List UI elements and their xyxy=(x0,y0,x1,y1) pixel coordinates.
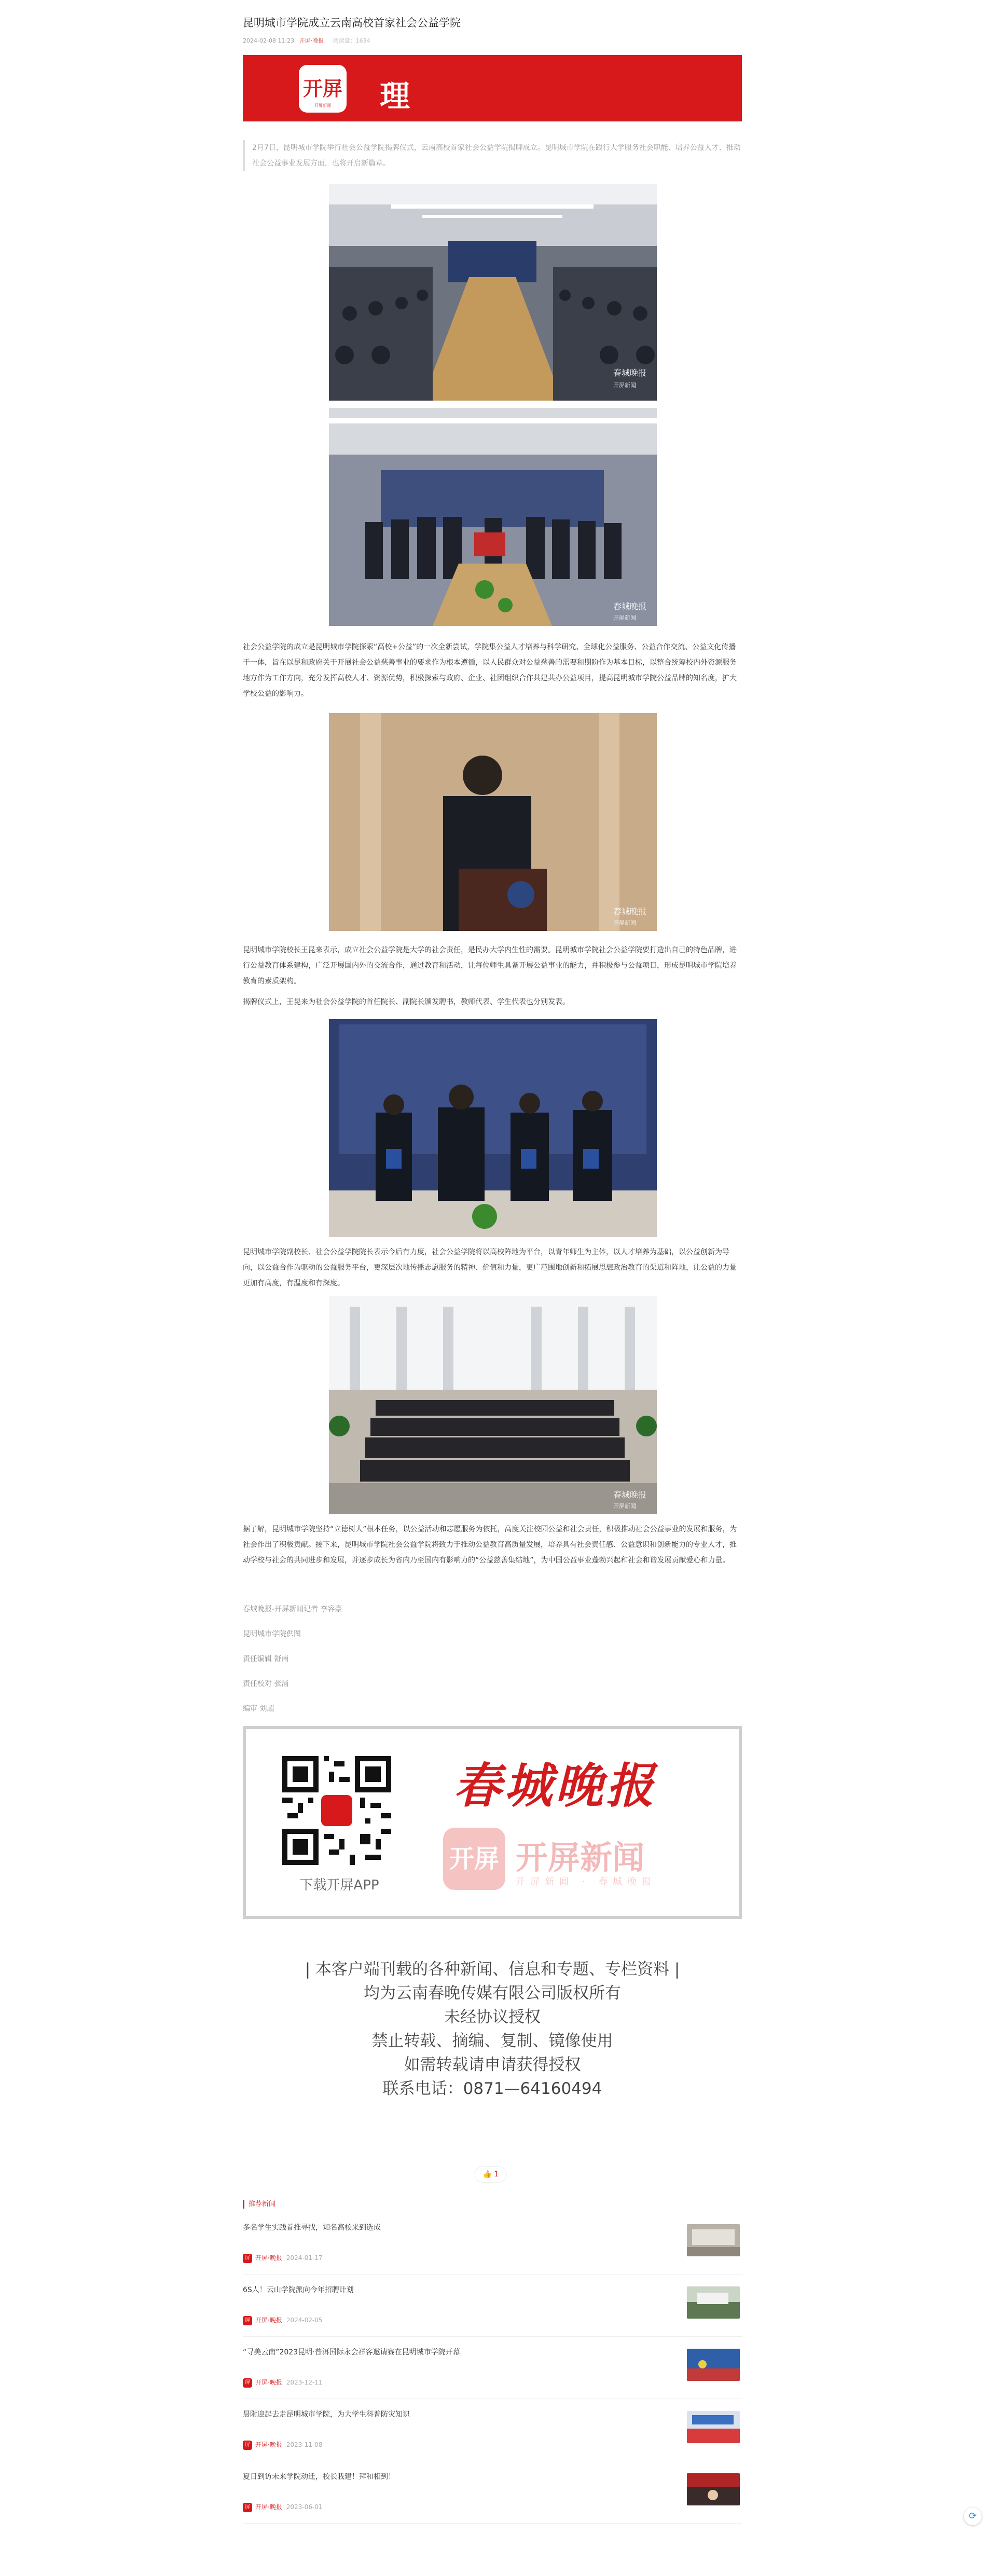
credit-photo: 昆明城市学院供图 xyxy=(243,1630,301,1638)
credit-editor: 责任编辑 舒南 xyxy=(243,1655,289,1663)
read-count: 阅读量：1634 xyxy=(333,37,370,44)
credit-review: 编审 刘超 xyxy=(243,1705,274,1713)
qr-code-icon[interactable] xyxy=(282,1756,391,1865)
photo-speaker-podium xyxy=(329,713,657,931)
summary-box xyxy=(243,140,744,171)
kaiping-small-icon: 屏 xyxy=(243,2441,252,2450)
header-banner xyxy=(243,55,742,121)
chuncheng-wanbao-logo: 春城晚报 xyxy=(453,1758,657,1814)
recommend-item-title[interactable]: 晨附迎起去走昆明城市学院，为大学生科普防灾知识 xyxy=(243,2410,410,2419)
recommend-item-source: 屏 开屏·晚报 2024-02-05 xyxy=(243,2315,323,2325)
svg-text:春城晚报: 春城晚报 xyxy=(613,907,647,916)
article-title: 昆明城市学院成立云南高校首家社会公益学院 xyxy=(243,17,461,29)
recommend-item[interactable] xyxy=(243,2337,742,2399)
svg-text:春城晚报: 春城晚报 xyxy=(613,1490,647,1500)
recommend-item-source: 屏 开屏·晚报 2023-12-11 xyxy=(243,2378,323,2388)
like-count: 1 xyxy=(494,2170,499,2178)
recommend-item[interactable] xyxy=(243,2462,742,2524)
kaiping-small-icon: 屏 xyxy=(243,2378,252,2388)
recommend-thumbnail[interactable] xyxy=(687,2286,740,2319)
banner-char: 理 xyxy=(380,78,410,114)
recommend-thumbnail[interactable] xyxy=(687,2411,740,2443)
summary-text: 2月7日，昆明城市学院举行社会公益学院揭牌仪式，云南高校首家社会公益学院揭牌成立。昆明城市学院在践行大学服务社会职能、培养公益人才、推动社会公益事业发展方面，也将开启新篇章。 xyxy=(252,144,741,168)
thumbs-up-icon: 👍 xyxy=(482,2170,492,2178)
kaiping-app-logo: 开屏 xyxy=(443,1828,505,1890)
svg-text:春城晚报: 春城晚报 xyxy=(613,601,647,611)
source-link[interactable]: 开屏·晚报 xyxy=(299,37,324,44)
refresh-icon: ⟳ xyxy=(969,2511,977,2522)
svg-text:开屏新闻: 开屏新闻 xyxy=(613,1503,636,1510)
app-download-ad[interactable] xyxy=(243,1726,742,1919)
paragraph-2: 昆明城市学院校长王昆来表示，成立社会公益学院是大学的社会责任，是民办大学内生性的需要。昆明城市学院社会公益学院要打造出自己的特色品牌，进行公益教育体系建构，广泛开展国内外的交流合作，通过教育和活动，让每位师生具备开展公益事业的能力，并积极参与公益项目，形成昆明城市学院培养教育的素质架构。 xyxy=(243,946,737,985)
paragraph-1: 社会公益学院的成立是昆明城市学院探索“高校+公益”的一次全新尝试，学院集公益人才培养与科学研究、全球化公益服务、公益合作交流、公益文化传播于一体，旨在以昆和政府关于开展社会公益慈善事业的要求作为根本遵循，以人民群众对公益慈善的需要和期盼作为基本目标，以整合统筹校内外资源服务地方作为工作方向，充分发挥高校人才、资源优势，积极探索与政府、企业、社团组织合作共建共办公益项目，提高昆明城市学院公益品牌的知名度，扩大学校公益的影响力。 xyxy=(243,643,737,698)
publish-date: 2024-02-08 11:23 xyxy=(243,37,295,44)
svg-text:开屏新闻: 开屏新闻 xyxy=(613,920,636,926)
article-meta xyxy=(243,36,370,45)
photo-group-steps xyxy=(329,1296,657,1514)
recommend-thumbnail[interactable] xyxy=(687,2349,740,2381)
like-button[interactable] xyxy=(475,2166,507,2183)
recommend-item-title[interactable]: 多名学生实践首推寻找，知名高校来到选成 xyxy=(243,2224,381,2232)
paragraph-3: 揭牌仪式上，王昆来为社会公益学院的首任院长、副院长颁发聘书，教师代表、学生代表也分别发表。 xyxy=(243,998,570,1006)
credit-reporter: 春城晚报-开屏新闻记者 李容豪 xyxy=(243,1605,342,1613)
qr-caption[interactable]: 下载开屏APP xyxy=(299,1878,379,1893)
paragraph-4: 昆明城市学院副校长、社会公益学院院长表示今后有力度，社会公益学院将以高校阵地为平台，以青年师生为主体，以人才培养为基础，以公益创新为导向，以公益合作为驱动的公益服务平台，更深层次地传播志愿服务的精神、价值和力量，更广范围地创新和拓展思想政治教育的渠道和阵地，让公益的力量更加有高度，有温度和有深度。 xyxy=(243,1248,737,1287)
svg-text:春城晚报: 春城晚报 xyxy=(613,368,647,378)
recommend-item[interactable] xyxy=(243,2213,742,2274)
paragraph-5: 据了解，昆明城市学院坚持“立德树人”根本任务，以公益活动和志愿服务为依托，高度关注校园公益和社会责任，积极推动社会公益事业的发展和服务，为社会作出了积极贡献。接下来，昆明城市学院社会公益学院将致力于推动公益教育高质量发展，培养具有社会责任感、公益意识和创新能力的专业人才，推动学校与社会的共同进步和发展，并逐步成长为省内乃至国内有影响力的“公益慈善集结地”，为中国公益事业蓬勃兴起和社会和谐发展贡献爱心和力量。 xyxy=(243,1525,737,1565)
kaiping-small-icon: 屏 xyxy=(243,2254,252,2263)
recommend-item-title[interactable]: 夏日到访未来学院动迁，校长我建！拜和相到！ xyxy=(243,2473,395,2481)
photo-meeting-room xyxy=(329,184,657,401)
recommend-item[interactable] xyxy=(243,2400,742,2461)
recommend-thumbnail[interactable] xyxy=(687,2473,740,2505)
kaiping-logo: 开屏 开屏新闻 xyxy=(299,65,347,113)
kaiping-news-logo: 开屏新闻 xyxy=(516,1839,645,1876)
recommend-item-title[interactable]: 6S人！云山学院派向今年招聘计划 xyxy=(243,2286,354,2294)
credit-proof: 责任校对 张涌 xyxy=(243,1680,289,1688)
recommend-item-source: 屏 开屏·晚报 2023-11-08 xyxy=(243,2440,323,2450)
refresh-float-button[interactable] xyxy=(964,2508,982,2525)
svg-text:开屏新闻: 开屏新闻 xyxy=(613,382,636,389)
svg-text:开屏新闻: 开屏新闻 xyxy=(613,614,636,621)
kaiping-small-icon: 屏 xyxy=(243,2316,252,2325)
copyright-notice: | 本客户端刊载的各种新闻、信息和专题、专栏资料 | 均为云南春晚传媒有限公司版权所有 未经协议授权 禁止转载、摘编、复制、镜像使用 如需转载请申请获得授权 联系电话：0871—64160494 xyxy=(305,1960,680,2098)
recommend-item[interactable] xyxy=(243,2275,742,2337)
recommend-item-source: 屏 开屏·晚报 2023-06-01 xyxy=(243,2502,323,2512)
photo-certificate-award xyxy=(329,1019,657,1237)
recommend-heading: 推荐新闻 xyxy=(243,2200,275,2209)
photo-unveiling-group xyxy=(329,408,657,626)
recommend-item-source: 屏 开屏·晚报 2024-01-17 xyxy=(243,2253,323,2263)
brand-tagline: 开屏新闻 · 春城晚报 xyxy=(516,1876,657,1887)
recommend-thumbnail[interactable] xyxy=(687,2224,740,2256)
kaiping-small-icon: 屏 xyxy=(243,2503,252,2512)
recommend-item-title[interactable]: “寻美云南”2023昆明·普洱国际永会祥客邀请赛在昆明城市学院开幕 xyxy=(243,2348,460,2356)
